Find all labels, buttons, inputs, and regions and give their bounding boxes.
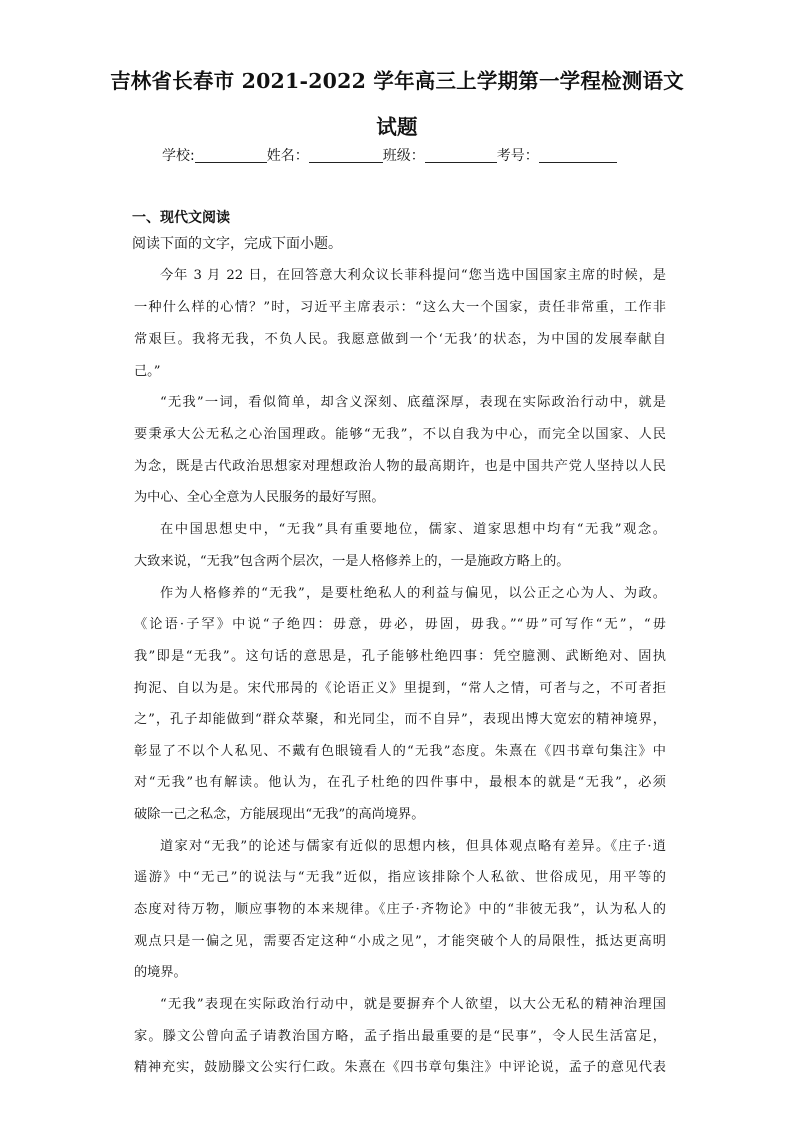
exam-title-line2: 试题 xyxy=(376,115,418,139)
passage-line: 态度对待万物，顺应事物的本来规律。《庄子·齐物论》中的“非彼无我”，认为私人的 xyxy=(134,902,666,917)
class-blank[interactable] xyxy=(425,147,497,163)
class-label: 班级： xyxy=(382,148,425,164)
exam-title-line1: 吉林省长春市 2021-2022 学年高三上学期第一学程检测语文 xyxy=(110,69,684,93)
passage-line: 一种什么样的心情？”时，习近平主席表示：“这么大一个国家，责任非常重，工作非 xyxy=(134,300,666,315)
passage-line: 的境界。 xyxy=(134,965,187,980)
passage-line: 《论语·子罕》中说“子绝四：毋意，毋必，毋固，毋我。”“毋”可写作“无”，“毋 xyxy=(134,617,666,632)
school-label: 学校: xyxy=(162,148,195,164)
passage-line: 精神充实，鼓励滕文公实行仁政。朱熹在《四书章句集注》中评论说，孟子的意见代表 xyxy=(134,1060,666,1075)
passage-line: 对“无我”也有解读。他认为，在孔子杜绝的四件事中，最根本的就是“无我”，必须 xyxy=(134,775,666,790)
passage-line: 作为人格修养的“无我”，是要杜绝私人的利益与偏见，以公正之心为人、为政。 xyxy=(160,586,666,601)
name-blank[interactable] xyxy=(309,147,383,163)
passage-line: 观点只是一偏之见，需要否定这种“小成之见”，才能突破个人的局限性，抵达更高明 xyxy=(134,934,666,949)
school-blank[interactable] xyxy=(195,147,267,163)
passage-line: 为中心、全心全意为人民服务的最好写照。 xyxy=(134,490,385,505)
number-blank[interactable] xyxy=(539,147,617,163)
passage-line: 己。” xyxy=(134,364,161,379)
passage-line: “无我”表现在实际政治行动中，就是要摒弃个人欲望，以大公无私的精神治理国 xyxy=(160,997,666,1012)
passage-line: “无我”一词，看似简单，却含义深刻、底蕴深厚，表现在实际政治行动中，就是 xyxy=(160,395,666,410)
number-label: 考号： xyxy=(496,148,539,164)
passage-line: 常艰巨。我将无我，不负人民。我愿意做到一个‘无我’的状态，为中国的发展奉献自 xyxy=(134,332,666,347)
passage-line: 破除一己之私念，方能展现出“无我”的高尚境界。 xyxy=(134,807,425,822)
passage-line: 遥游》中“无己”的说法与“无我”近似，指应该排除个人私欲、世俗成见，用平等的 xyxy=(134,870,666,885)
student-info-row xyxy=(162,145,617,165)
passage-line: 我”即是“无我”。这句话的意思是，孔子能够杜绝四事：凭空臆测、武断绝对、固执 xyxy=(134,649,666,664)
passage-line: 拘泥、自以为是。宋代邢昺的《论语正义》里提到，“常人之情，可者与之，不可者拒 xyxy=(134,681,666,696)
passage-line: 道家对“无我”的论述与儒家有近似的思想内核，但具体观点略有差异。《庄子·逍 xyxy=(160,839,666,854)
passage-line: 彰显了不以个人私见、不戴有色眼镜看人的“无我”态度。朱熹在《四书章句集注》中 xyxy=(134,744,666,759)
passage-line: 要秉承大公无私之心治国理政。能够“无我”，不以自我为中心，而完全以国家、人民 xyxy=(134,427,666,442)
name-label: 姓名： xyxy=(266,148,309,164)
passage-line: 大致来说，“无我”包含两个层次，一是人格修养上的，一是施政方略上的。 xyxy=(134,554,570,569)
section-heading: 一、现代文阅读 xyxy=(132,210,230,226)
passage-line: 家。滕文公曾向孟子请教治国方略，孟子指出最重要的是“民事”，令人民生活富足， xyxy=(134,1029,666,1044)
passage-line: 之”，孔子却能做到“群众萃聚，和光同尘，而不自异”，表现出博大宽宏的精神境界， xyxy=(134,712,666,727)
passage-line: 为念，既是古代政治思想家对理想政治人物的最高期许，也是中国共产党人坚持以人民 xyxy=(134,459,666,474)
passage-line: 今年 3 月 22 日，在回答意大利众议长菲科提问“您当选中国国家主席的时候，是 xyxy=(160,268,666,283)
passage-line: 在中国思想史中，“无我”具有重要地位，儒家、道家思想中均有“无我”观念。 xyxy=(160,522,666,537)
reading-instruction: 阅读下面的文字，完成下面小题。 xyxy=(132,236,342,252)
